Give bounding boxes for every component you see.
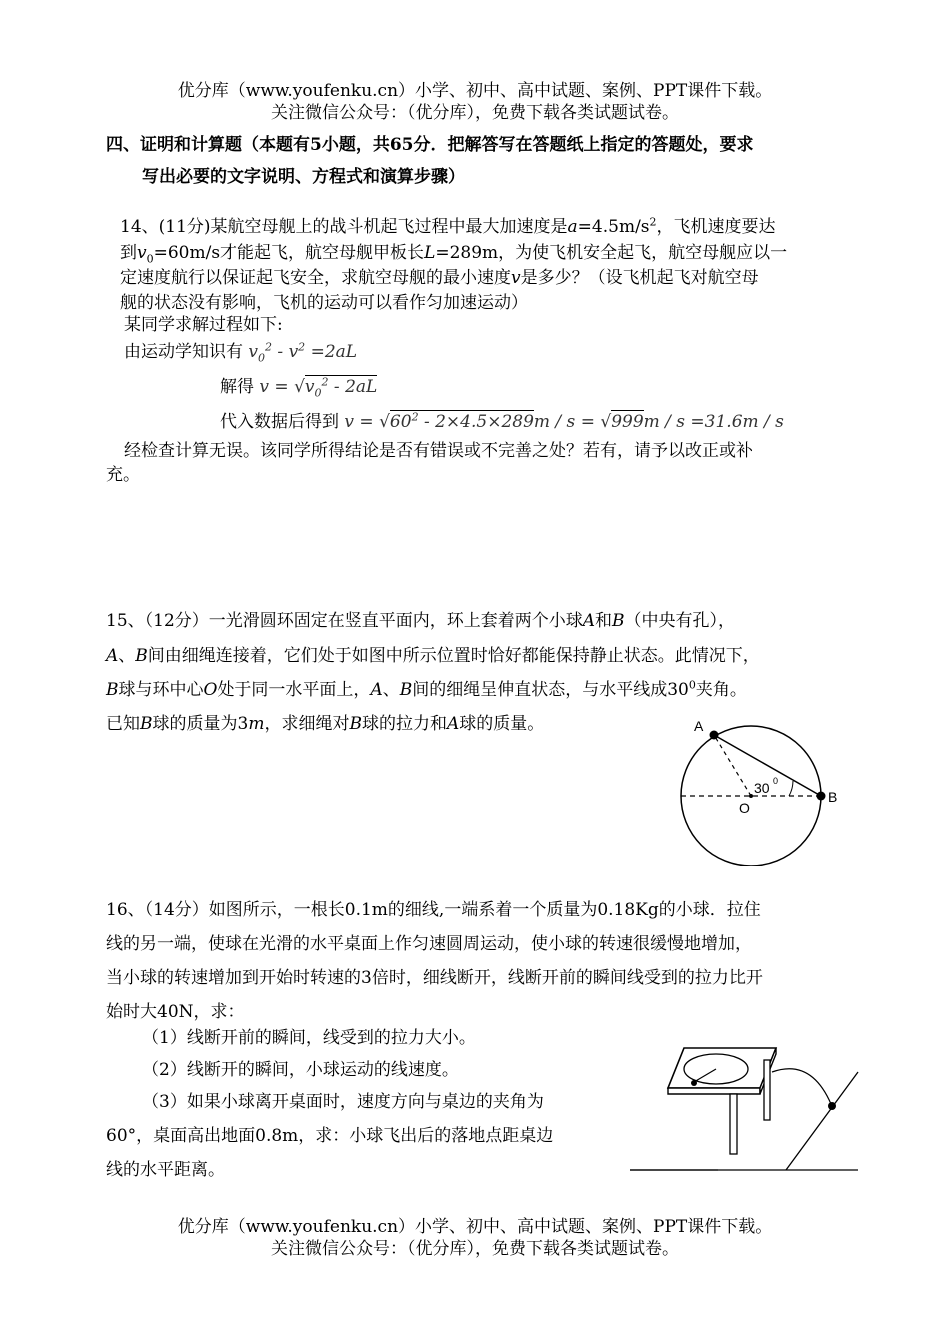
ball-on-table: [691, 1080, 697, 1086]
angle-arc: [789, 781, 793, 796]
label-angle: 30: [754, 780, 770, 796]
footer-line-1: 优分库（www.youfenku.cn）小学、初中、高中试题、案例、PPT课件下载。: [177, 1217, 773, 1237]
q14-line-7: 充。: [106, 465, 140, 485]
label-angle-degree: 0: [773, 776, 779, 786]
q16-sub-3b: 60°，桌面高出地面0.8m，求：小球飞出后的落地点距桌边: [106, 1126, 554, 1146]
table-leg-back-right: [764, 1060, 770, 1120]
footer-line-2: 关注微信公众号：（优分库），免费下载各类试题试卷。: [271, 1239, 679, 1259]
q14-line-4: 舰的状态没有影响，飞机的运动可以看作匀加速运动）: [120, 293, 528, 313]
ball-a: [710, 731, 719, 740]
ball-landing: [828, 1102, 836, 1110]
section-title-line-1: 四、证明和计算题（本题有5小题，共65分．把解答写在答题纸上指定的答题处，要求: [106, 135, 754, 155]
q16-table-figure: [626, 1038, 862, 1174]
q16-line-3: 当小球的转速增加到开始时转速的3倍时，细线断开，线断开前的瞬间线受到的拉力比开: [106, 968, 763, 988]
q14-step-2-formula: $v = √v_0^2 - 2aL$: [259, 375, 378, 400]
section-title-line-2: 写出必要的文字说明、方程式和演算步骤）: [142, 167, 465, 187]
q14-line-5: 某同学求解过程如下:: [124, 315, 283, 335]
q16-line-2: 线的另一端，使球在光滑的水平桌面上作匀速圆周运动，使小球的转速很缓慢地增加，: [106, 934, 752, 954]
radius-to-a: [714, 735, 751, 796]
label-a: A: [694, 718, 704, 734]
label-o: O: [739, 800, 750, 816]
q15-ring-figure: [676, 716, 846, 866]
table-front-edge: [668, 1088, 760, 1094]
q14-step-3: 代入数据后得到 $v = √60^2 - 2\times 4.5\times 289m / s = √999m / s =31.6m / s$: [220, 410, 784, 432]
q16-sub-3a: （3）如果小球离开桌面时，速度方向与桌边的夹角为: [142, 1092, 544, 1112]
q14-line-1: 14、(11分)某航空母舰上的战斗机起飞过程中最大加速度是$a=4.5m/s^2$，飞机速度要达: [120, 215, 776, 237]
trajectory: [772, 1069, 831, 1104]
q16-line-4: 始时大40N，求：: [106, 1002, 245, 1022]
q14-step-2: 解得 $v = √v_0^2 - 2aL$: [220, 375, 378, 400]
q14-step-3-formula: $v = √60^2 - 2\times 4.5\times 289m / s = √999m / s =31.6m / s$: [344, 410, 784, 432]
header-line-2: 关注微信公众号：（优分库），免费下载各类试题试卷。: [271, 103, 679, 123]
table-leg-front-right: [730, 1094, 737, 1154]
q14-step-1-formula: $v_0^2 - v^2 =2aL$: [248, 340, 358, 365]
label-b: B: [828, 789, 838, 805]
q14-line-6: 经检查计算无误。该同学所得结论是否有错误或不完善之处？若有，请予以改正或补: [124, 441, 753, 461]
q15-line-4: 已知B球的质量为3m，求细绳对B球的拉力和A球的质量。: [106, 714, 545, 734]
q16-sub-2: （2）线断开的瞬间，小球运动的线速度。: [142, 1060, 459, 1080]
center-o: [749, 794, 753, 798]
q15-line-1: 15、（12分）一光滑圆环固定在竖直平面内，环上套着两个小球A和B（中央有孔），: [106, 611, 736, 631]
ball-b: [817, 792, 826, 801]
q14-step-1: 由运动学知识有 $v_0^2 - v^2 =2aL$: [124, 340, 358, 365]
q15-line-2: A、B间由细绳连接着，它们处于如图中所示位置时恰好都能保持静止状态。此情况下，: [106, 646, 760, 666]
q16-line-1: 16、（14分）如图所示，一根长0.1m的细线,一端系着一个质量为0.18Kg的小球．拉住: [106, 900, 761, 920]
q15-line-3: B球与环中心O处于同一水平面上，A、B间的细绳呈伸直状态，与水平线成$30^0$夹角。: [106, 678, 747, 700]
q16-sub-1: （1）线断开前的瞬间，线受到的拉力大小。: [142, 1028, 476, 1048]
q14-line-3: 定速度航行以保证起飞安全，求航空母舰的最小速度v是多少？（设飞机起飞对航空母: [120, 268, 759, 288]
q16-sub-3c: 线的水平距离。: [106, 1160, 225, 1180]
header-line-1: 优分库（www.youfenku.cn）小学、初中、高中试题、案例、PPT课件下载。: [177, 81, 773, 101]
q14-line-2: 到$v_0=60m/s$才能起飞，航空母舰甲板长L=289m，为使飞机安全起飞，航空母舰应以一: [120, 243, 788, 266]
